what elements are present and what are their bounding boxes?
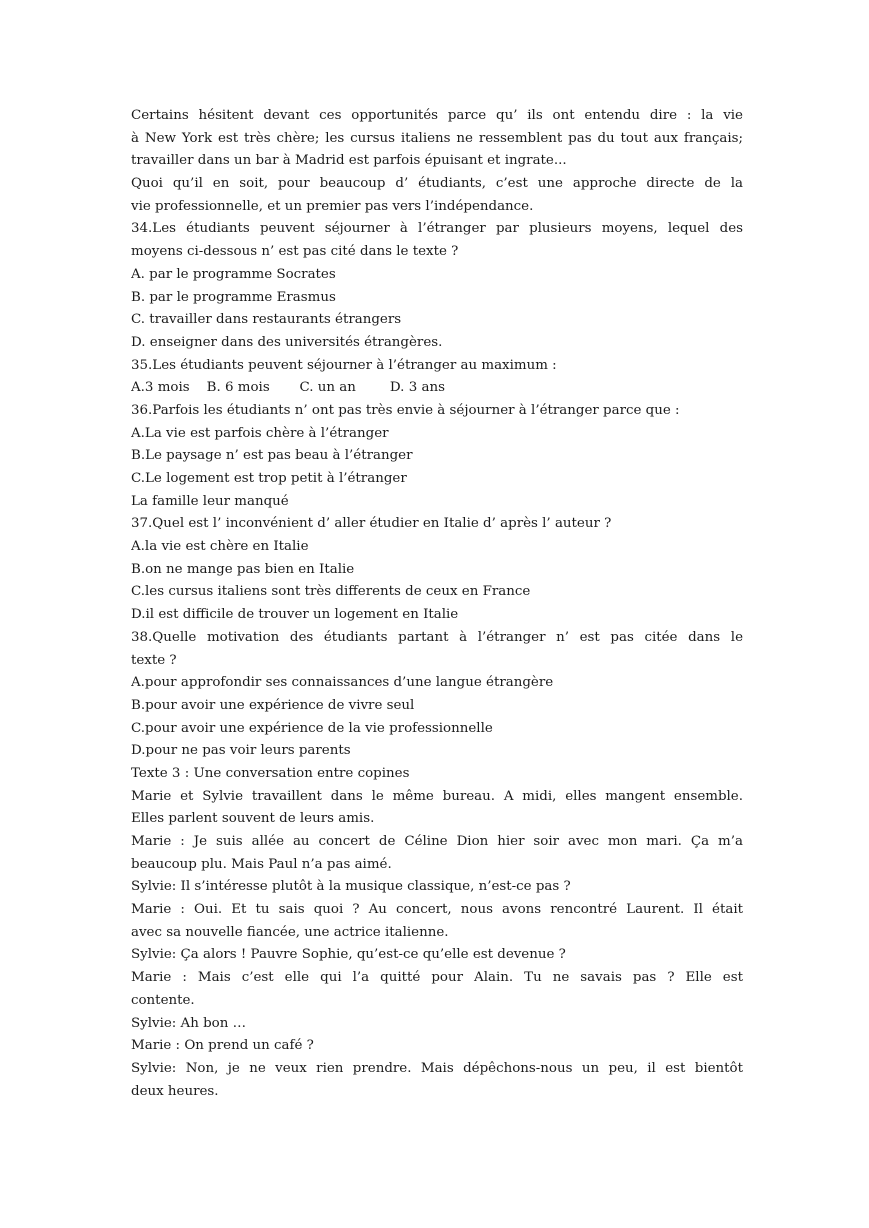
text-line: texte ?	[131, 652, 177, 668]
text-line: Certains hésitent devant ces opportunités parce qu’ ils ont entendu dire : la vie	[131, 108, 743, 123]
dialogue-line: Marie : Mais c’est elle qui l’a quitté pour Alain. Tu ne savais pas ? Elle est	[131, 970, 743, 986]
dialogue-line: Marie : Oui. Et tu sais quoi ? Au concert, nous avons rencontré Laurent. Il était	[131, 902, 743, 918]
answer-option: D. enseigner dans des universités étrangères.	[131, 334, 443, 350]
dialogue-line: Marie : Je suis allée au concert de Céline Dion hier soir avec mon mari. Ça m’a	[131, 834, 743, 849]
answer-options-row: A.3 mois B. 6 mois C. un an D. 3 ans	[131, 380, 445, 396]
question-35: 35.Les étudiants peuvent séjourner à l’étranger au maximum :	[131, 357, 557, 373]
answer-option: C.pour avoir une expérience de la vie professionnelle	[131, 720, 493, 736]
answer-option: C. travailler dans restaurants étrangers	[131, 312, 402, 328]
dialogue-line: Sylvie: Ça alors ! Pauvre Sophie, qu’est-ce qu’elle est devenue ?	[131, 947, 566, 963]
text-line: Elles parlent souvent de leurs amis.	[131, 811, 375, 827]
answer-option: C.les cursus italiens sont très differents de ceux en France	[131, 584, 531, 600]
dialogue-line: Sylvie: Il s’intéresse plutôt à la musique classique, n’est-ce pas ?	[131, 879, 571, 895]
question-34: 34.Les étudiants peuvent séjourner à l’étranger par plusieurs moyens, lequel des	[131, 221, 743, 237]
dialogue-line: contente.	[131, 992, 195, 1008]
document-page	[131, 105, 743, 1103]
question-38: 38.Quelle motivation des étudiants partant à l’étranger n’ est pas citée dans le	[131, 629, 743, 645]
dialogue-line: Sylvie: Ah bon …	[131, 1015, 247, 1031]
answer-option: C.Le logement est trop petit à l’étranger	[131, 471, 407, 486]
text-line: Marie et Sylvie travaillent dans le même bureau. A midi, elles mangent ensemble.	[131, 788, 743, 804]
dialogue-line: beaucoup plu. Mais Paul n’a pas aimé.	[131, 856, 392, 872]
answer-option: A.pour approfondir ses connaissances d’une langue étrangère	[131, 675, 554, 691]
text-line: travailler dans un bar à Madrid est parfois épuisant et ingrate...	[131, 153, 567, 169]
text-line: à New York est très chère; les cursus italiens ne ressemblent pas du tout aux français;	[131, 130, 743, 146]
answer-option: D.pour ne pas voir leurs parents	[131, 743, 351, 759]
answer-option: D.il est difficile de trouver un logement en Italie	[131, 607, 459, 623]
answer-option: B.Le paysage n’ est pas beau à l’étranger	[131, 448, 413, 464]
answer-option: B. par le programme Erasmus	[131, 289, 336, 305]
dialogue-line: Sylvie: Non, je ne veux rien prendre. Mais dépêchons-nous un peu, il est bientôt	[131, 1060, 743, 1076]
question-36: 36.Parfois les étudiants n’ ont pas très envie à séjourner à l’étranger parce que :	[131, 402, 680, 418]
question-37: 37.Quel est l’ inconvénient d’ aller étudier en Italie d’ après l’ auteur ?	[131, 516, 612, 532]
answer-option: A.La vie est parfois chère à l’étranger	[131, 425, 389, 441]
text-line: vie professionnelle, et un premier pas vers l’indépendance.	[131, 198, 534, 214]
answer-option: A. par le programme Socrates	[131, 266, 336, 282]
answer-option: B.pour avoir une expérience de vivre seul	[131, 697, 415, 713]
dialogue-line: Marie : On prend un café ?	[131, 1038, 314, 1054]
text-line: moyens ci-dessous n’ est pas cité dans le texte ?	[131, 244, 459, 260]
answer-option: A.la vie est chère en Italie	[131, 539, 309, 555]
dialogue-line: deux heures.	[131, 1083, 219, 1099]
section-heading: Texte 3 : Une conversation entre copines	[131, 765, 410, 781]
text-line: Quoi qu’il en soit, pour beaucoup d’ étudiants, c’est une approche directe de la	[131, 176, 743, 192]
dialogue-line: avec sa nouvelle fiancée, une actrice italienne.	[131, 924, 449, 940]
answer-option: La famille leur manqué	[131, 493, 289, 509]
answer-option: B.on ne mange pas bien en Italie	[131, 561, 355, 577]
